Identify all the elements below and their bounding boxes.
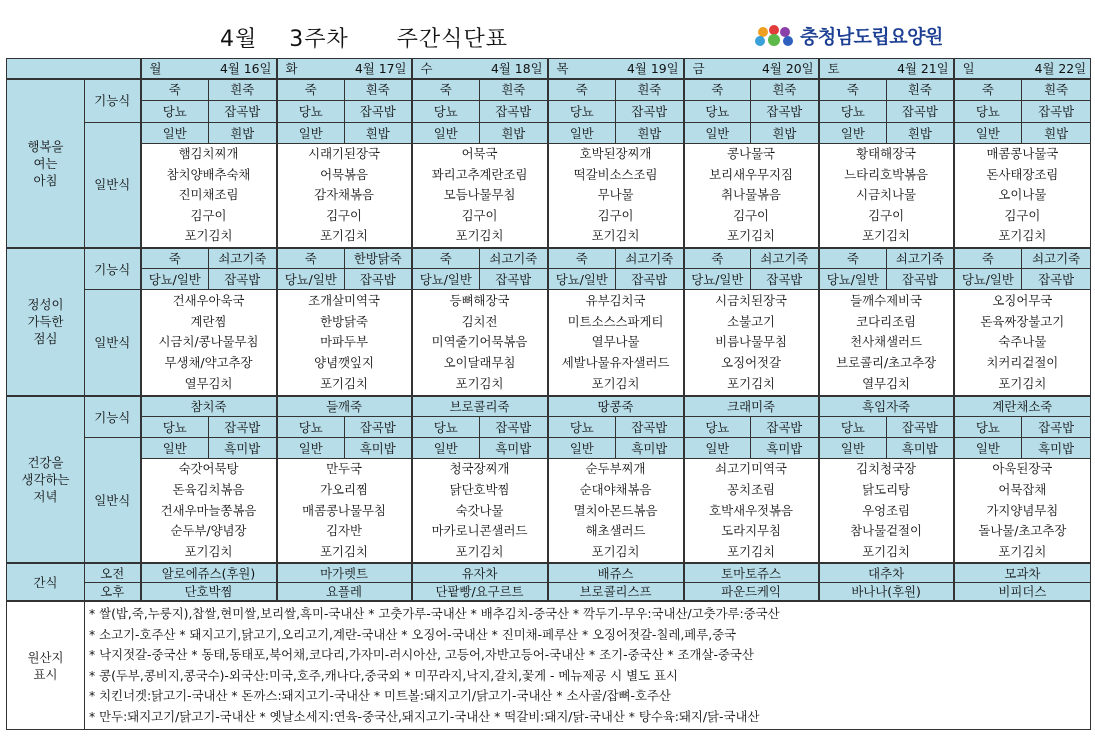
day-header (412, 59, 548, 79)
origin-line: * 만두:돼지고기/닭고기-국내산 * 옛날소세지:연육-중국산,돼지고기-국내산 * 떡갈비:돼지/닭-국내산 * 탕수육:돼지/닭-국내산 (89, 708, 760, 724)
day-header (141, 59, 277, 79)
menu-option-cell: 잡곡밥 (751, 269, 819, 290)
menu-item: 시금치된장국 (715, 293, 787, 309)
porridge-cell: 계란채소죽 (954, 396, 1091, 417)
menu-option-cell: 잡곡밥 (480, 101, 548, 123)
date-label: 4월 21일 (897, 60, 949, 76)
menu-option-cell: 잡곡밥 (887, 101, 954, 123)
menu-item: 감자채볶음 (314, 187, 374, 203)
porridge-cell: 흑임자죽 (819, 396, 954, 417)
menu-option-cell: 당뇨 (548, 417, 616, 438)
menu-item: 포기김치 (320, 228, 368, 244)
menu-option-cell: 잡곡밥 (345, 269, 412, 290)
menu-option-cell: 잡곡밥 (616, 417, 684, 438)
menu-option-cell: 당뇨/일반 (277, 269, 345, 290)
menu-item: 멸치아몬드볶음 (573, 502, 658, 518)
snack-am-cell: 대추차 (819, 563, 954, 582)
menu-option-cell: 당뇨 (412, 417, 480, 438)
menu-item: 청국장찌개 (449, 461, 510, 477)
menu-item: 등뼈해장국 (449, 293, 510, 309)
menu-item: 시금치나물 (856, 187, 917, 203)
menu-option-cell: 당뇨 (684, 417, 751, 438)
menu-item: 취나물볶음 (721, 187, 781, 203)
menu-item: 순두부찌개 (585, 461, 646, 477)
menu-option-cell: 일반 (277, 438, 345, 459)
page-title: 4월 3주차 주간식단표 (220, 27, 508, 52)
snack-am-cell: 모과차 (954, 563, 1091, 582)
weekday-label: 일 (962, 60, 975, 76)
date-label: 4월 16일 (219, 60, 272, 76)
menu-item: 포기김치 (727, 375, 776, 391)
menu-item: 조개살미역국 (308, 293, 380, 309)
menu-option-cell: 죽 (412, 79, 480, 101)
menu-option-cell: 흰밥 (751, 123, 819, 144)
menu-item: 포기김치 (998, 375, 1047, 391)
menu-option-cell: 쇠고기죽 (887, 248, 954, 269)
menu-item: 무생채/약고추장 (164, 355, 253, 371)
menu-item: 포기김치 (998, 228, 1047, 244)
menu-option-cell: 죽 (277, 248, 345, 269)
daily-menu-cell (277, 290, 412, 396)
menu-item: 열무김치 (184, 375, 233, 391)
row-label-gineung: 기능식 (85, 79, 141, 123)
menu-item: 마카로니콘샐러드 (431, 523, 528, 539)
origin-line: * 치킨너겟:닭고기-국내산 * 돈까스:돼지고기-국내산 * 미트볼:돼지고기/닭고기-국내산 * 소사골/잡뼈-호주산 (89, 688, 671, 704)
menu-item: 시금치/콩나물무침 (158, 334, 259, 350)
menu-item: 황태해장국 (856, 146, 917, 161)
menu-item: 돌나물/초고추장 (978, 523, 1067, 539)
menu-option-cell: 잡곡밥 (1022, 269, 1091, 290)
menu-item: 숙갓나물 (455, 502, 504, 518)
menu-option-cell: 흰밥 (209, 123, 277, 144)
menu-item: 오이나물 (998, 187, 1047, 203)
snack-am-cell: 유자차 (412, 563, 548, 582)
menu-item: 콩나물국 (727, 146, 776, 161)
day-header (819, 59, 954, 79)
menu-option-cell: 당뇨/일반 (684, 269, 751, 290)
menu-option-cell: 당뇨/일반 (548, 269, 616, 290)
menu-item: 포기김치 (862, 543, 911, 559)
menu-item: 마파두부 (320, 334, 368, 350)
menu-option-cell: 흰죽 (480, 79, 548, 101)
daily-menu-cell (412, 459, 548, 563)
menu-option-cell: 당뇨 (819, 101, 887, 123)
menu-item: 계란찜 (190, 313, 227, 329)
menu-option-cell: 당뇨/일반 (412, 269, 480, 290)
menu-item: 김구이 (733, 207, 770, 223)
menu-item: 가오리찜 (320, 482, 368, 498)
menu-option-cell: 흑미밥 (751, 438, 819, 459)
snack-pm-cell: 단팥빵/요구르트 (412, 582, 548, 601)
menu-item: 쇠고기미역국 (715, 461, 787, 477)
menu-item: 보리새우무지짐 (709, 166, 793, 182)
menu-option-cell: 잡곡밥 (887, 417, 954, 438)
menu-item: 모듬나물무침 (443, 187, 516, 203)
daily-menu-cell (548, 144, 684, 248)
menu-option-cell: 잡곡밥 (616, 101, 684, 123)
menu-item: 건새우아욱국 (172, 293, 245, 309)
menu-option-cell: 일반 (412, 438, 480, 459)
snack-am-cell: 토마토쥬스 (684, 563, 819, 582)
snack-pm-cell: 바나나(후원) (819, 582, 954, 601)
menu-option-cell: 흰죽 (209, 79, 277, 101)
menu-item: 우엉조림 (862, 502, 911, 518)
weekday-label: 토 (827, 60, 840, 76)
date-label: 4월 22일 (1034, 60, 1087, 76)
corner-cell (7, 59, 141, 79)
menu-option-cell: 당뇨 (954, 101, 1022, 123)
day-header (954, 59, 1091, 79)
menu-option-cell: 흑미밥 (616, 438, 684, 459)
menu-item: 세발나물유자샐러드 (561, 355, 670, 371)
menu-option-cell: 일반 (684, 123, 751, 144)
menu-item: 양념깻잎지 (314, 355, 374, 371)
menu-item: 유부김치국 (585, 293, 646, 309)
daily-menu-cell (954, 144, 1091, 248)
menu-item: 열무김치 (862, 375, 911, 391)
menu-item: 도라지무침 (721, 523, 781, 539)
menu-item: 포기김치 (320, 375, 368, 391)
logo (752, 22, 943, 49)
menu-option-cell: 당뇨 (954, 417, 1022, 438)
menu-option-cell: 흰죽 (1022, 79, 1091, 101)
menu-option-cell: 흰죽 (887, 79, 954, 101)
logo-text: 충청남도립요양원 (800, 26, 943, 48)
menu-item: 코다리조림 (856, 313, 917, 329)
menu-item: 김치전 (461, 313, 498, 329)
menu-item: 햄김치찌개 (178, 146, 239, 161)
menu-item: 돈사태장조림 (986, 166, 1059, 182)
menu-item: 포기김치 (727, 543, 776, 559)
menu-option-cell: 한방닭죽 (345, 248, 412, 269)
menu-item: 포기김치 (727, 228, 776, 244)
menu-option-cell: 잡곡밥 (209, 269, 277, 290)
menu-item: 열무나물 (591, 334, 640, 350)
logo-flower-icon (752, 23, 796, 49)
menu-option-cell: 죽 (548, 248, 616, 269)
daily-menu-cell (819, 144, 954, 248)
row-label-gineung: 기능식 (85, 248, 141, 290)
menu-option-cell: 당뇨 (277, 101, 345, 123)
menu-option-cell: 죽 (412, 248, 480, 269)
section-breakfast: 행복을 여는 아침 (7, 79, 85, 248)
menu-option-cell: 잡곡밥 (887, 269, 954, 290)
menu-item: 가지양념무침 (986, 502, 1059, 518)
porridge-cell: 들깨죽 (277, 396, 412, 417)
menu-item: 포기김치 (998, 543, 1047, 559)
menu-item: 포기김치 (591, 375, 640, 391)
menu-option-cell: 잡곡밥 (209, 417, 277, 438)
section-snack: 간식 (7, 563, 85, 601)
menu-option-cell: 잡곡밥 (751, 417, 819, 438)
menu-option-cell: 당뇨 (277, 417, 345, 438)
menu-item: 포기김치 (455, 375, 504, 391)
snack-pm-cell: 브로콜리스프 (548, 582, 684, 601)
menu-item: 아욱된장국 (992, 461, 1053, 477)
menu-item: 호박된장찌개 (579, 146, 652, 161)
menu-option-cell: 일반 (141, 123, 209, 144)
menu-option-cell: 흰죽 (751, 79, 819, 101)
menu-option-cell: 죽 (954, 248, 1022, 269)
menu-option-cell: 일반 (954, 438, 1022, 459)
menu-option-cell: 일반 (819, 123, 887, 144)
menu-item: 어묵잡채 (998, 482, 1047, 498)
menu-option-cell: 당뇨 (548, 101, 616, 123)
daily-menu-cell (954, 290, 1091, 396)
section-lunch: 정성이 가득한 점심 (7, 248, 85, 396)
date-label: 4월 20일 (762, 60, 814, 76)
menu-item: 매콤콩나물국 (986, 146, 1059, 161)
menu-option-cell: 일반 (277, 123, 345, 144)
weekday-label: 월 (149, 60, 162, 76)
menu-option-cell: 죽 (141, 79, 209, 101)
menu-item: 순두부/양념장 (170, 523, 247, 539)
menu-option-cell: 쇠고기죽 (209, 248, 277, 269)
date-label: 4월 18일 (491, 60, 543, 76)
menu-item: 꽁치조림 (727, 482, 776, 498)
menu-item: 미트소스스파게티 (567, 313, 664, 329)
menu-item: 어묵볶음 (320, 166, 368, 182)
daily-menu-cell (548, 459, 684, 563)
menu-option-cell: 흑미밥 (209, 438, 277, 459)
menu-option-cell: 쇠고기죽 (751, 248, 819, 269)
menu-item: 포기김치 (862, 228, 911, 244)
origin-line: * 소고기-호주산 * 돼지고기,닭고기,오리고기,계란-국내산 * 오징어-국내산 * 진미채-페루산 * 오징어젓갈-칠레,페루,중국 (89, 626, 737, 642)
row-label-am: 오전 (85, 563, 141, 582)
menu-option-cell: 흰밥 (616, 123, 684, 144)
daily-menu-cell (141, 144, 277, 248)
daily-menu-cell (819, 290, 954, 396)
menu-item: 김구이 (190, 207, 227, 223)
menu-option-cell: 죽 (141, 248, 209, 269)
menu-item: 매콤콩나물무침 (302, 502, 386, 518)
snack-pm-cell: 요플레 (277, 582, 412, 601)
menu-item: 김자반 (326, 523, 362, 539)
menu-item: 김치청국장 (856, 461, 917, 477)
menu-item: 들깨수제비국 (850, 293, 922, 309)
weekly-menu-table (6, 58, 1091, 730)
menu-item: 김구이 (1004, 207, 1041, 223)
menu-item: 포기김치 (320, 543, 368, 559)
menu-item: 포기김치 (184, 543, 233, 559)
daily-menu-cell (684, 290, 819, 396)
menu-option-cell: 흰밥 (480, 123, 548, 144)
row-label-gineung: 기능식 (85, 396, 141, 438)
menu-item: 오이달래무침 (443, 355, 516, 371)
menu-item: 김구이 (868, 207, 905, 223)
daily-menu-cell (141, 459, 277, 563)
menu-item: 만두국 (326, 461, 362, 477)
menu-option-cell: 죽 (819, 79, 887, 101)
menu-option-cell: 일반 (954, 123, 1022, 144)
snack-pm-cell: 파운드케익 (684, 582, 819, 601)
menu-option-cell: 흰밥 (887, 123, 954, 144)
date-label: 4월 17일 (355, 60, 407, 76)
menu-item: 오징어젓갈 (721, 355, 781, 371)
menu-option-cell: 잡곡밥 (345, 101, 412, 123)
daily-menu-cell (954, 459, 1091, 563)
origin-info (85, 601, 1091, 729)
weekday-label: 목 (556, 60, 569, 76)
menu-item: 포기김치 (455, 543, 504, 559)
menu-option-cell: 일반 (819, 438, 887, 459)
menu-item: 숙주나물 (998, 334, 1047, 350)
weekday-label: 금 (692, 60, 705, 76)
menu-option-cell: 흰죽 (345, 79, 412, 101)
menu-item: 꽈리고추계란조림 (431, 166, 528, 182)
menu-item: 닭단호박찜 (449, 482, 510, 498)
menu-item: 해초샐러드 (585, 523, 646, 539)
menu-item: 떡갈비소스조림 (573, 166, 658, 182)
menu-item: 오징어무국 (992, 293, 1053, 309)
menu-option-cell: 당뇨/일반 (954, 269, 1022, 290)
origin-line: * 쌀(밥,죽,누룽지),찹쌀,현미쌀,보리쌀,흑미-국내산 * 고춧가루-국내산 * 배추김치-중국산 * 깍두기-무우:국내산/고춧가루:중국산 (89, 606, 780, 622)
menu-option-cell: 쇠고기죽 (480, 248, 548, 269)
snack-pm-cell: 단호박찜 (141, 582, 277, 601)
menu-option-cell: 잡곡밥 (345, 417, 412, 438)
menu-option-cell: 죽 (954, 79, 1022, 101)
menu-item: 한방닭죽 (320, 313, 368, 329)
daily-menu-cell (277, 144, 412, 248)
menu-option-cell: 잡곡밥 (1022, 101, 1091, 123)
menu-option-cell: 죽 (819, 248, 887, 269)
menu-option-cell: 죽 (277, 79, 345, 101)
menu-item: 소불고기 (727, 313, 776, 329)
menu-item: 건새우마늘쫑볶음 (160, 502, 257, 518)
menu-item: 김구이 (326, 207, 362, 223)
menu-option-cell: 잡곡밥 (480, 269, 548, 290)
menu-option-cell: 쇠고기죽 (616, 248, 684, 269)
menu-item: 천사채샐러드 (850, 334, 922, 350)
daily-menu-cell (684, 459, 819, 563)
menu-option-cell: 흑미밥 (345, 438, 412, 459)
menu-item: 돈육김치볶음 (172, 482, 245, 498)
menu-option-cell: 일반 (684, 438, 751, 459)
menu-item: 포기김치 (591, 228, 640, 244)
menu-item: 순대야채볶음 (579, 482, 652, 498)
origin-line: * 낙지젓갈-중국산 * 동태,동태포,북어채,코다리,가자미-러시아산, 고등어,자반고등어-국내산 * 조기-중국산 * 조개살-중국산 (89, 647, 754, 663)
menu-option-cell: 당뇨/일반 (819, 269, 887, 290)
menu-item: 포기김치 (591, 543, 640, 559)
menu-option-cell: 흰밥 (345, 123, 412, 144)
origin-line: * 콩(두부,콩비지,콩국수)-외국산:미국,호주,캐나다,중국외 * 미꾸라지,낙지,갈치,꽃게 - 메뉴제공 시 별도 표시 (89, 667, 678, 683)
snack-am-cell: 알로에쥬스(후원) (141, 563, 277, 582)
porridge-cell: 땅콩죽 (548, 396, 684, 417)
snack-am-cell: 마가렛트 (277, 563, 412, 582)
menu-option-cell: 흑미밥 (480, 438, 548, 459)
porridge-cell: 크래미죽 (684, 396, 819, 417)
menu-option-cell: 일반 (412, 123, 480, 144)
menu-option-cell: 흑미밥 (887, 438, 954, 459)
menu-item: 참치양배추숙채 (166, 166, 251, 182)
menu-option-cell: 흰죽 (616, 79, 684, 101)
day-header (277, 59, 412, 79)
menu-option-cell: 흑미밥 (1022, 438, 1091, 459)
day-header (548, 59, 684, 79)
porridge-cell: 브로콜리죽 (412, 396, 548, 417)
weekday-label: 화 (285, 60, 298, 76)
menu-item: 김구이 (597, 207, 634, 223)
menu-item: 어묵국 (461, 146, 498, 161)
menu-item: 포기김치 (184, 228, 233, 244)
daily-menu-cell (412, 290, 548, 396)
section-origin: 원산지 표시 (7, 601, 85, 729)
menu-item: 무나물 (597, 187, 634, 203)
porridge-cell: 참치죽 (141, 396, 277, 417)
menu-option-cell: 잡곡밥 (1022, 417, 1091, 438)
menu-item: 치커리겉절이 (986, 355, 1059, 371)
menu-option-cell: 당뇨/일반 (141, 269, 209, 290)
daily-menu-cell (684, 144, 819, 248)
section-dinner: 건강을 생각하는 저녁 (7, 396, 85, 563)
menu-item: 김구이 (461, 207, 498, 223)
menu-option-cell: 죽 (548, 79, 616, 101)
menu-option-cell: 일반 (141, 438, 209, 459)
snack-pm-cell: 비피더스 (954, 582, 1091, 601)
menu-option-cell: 흰밥 (1022, 123, 1091, 144)
menu-item: 미역줄기어묵볶음 (431, 334, 528, 350)
menu-item: 진미채조림 (178, 187, 239, 203)
menu-option-cell: 일반 (548, 438, 616, 459)
menu-option-cell: 죽 (684, 79, 751, 101)
menu-option-cell: 잡곡밥 (209, 101, 277, 123)
menu-item: 포기김치 (455, 228, 504, 244)
menu-option-cell: 당뇨 (684, 101, 751, 123)
header (0, 0, 1095, 56)
row-label-ilban: 일반식 (85, 438, 141, 563)
weekday-label: 수 (420, 60, 433, 76)
menu-item: 브로콜리/초고추장 (836, 355, 937, 371)
menu-item: 돈육짜장불고기 (980, 313, 1065, 329)
row-label-ilban: 일반식 (85, 123, 141, 248)
menu-option-cell: 죽 (684, 248, 751, 269)
menu-item: 닭도리탕 (862, 482, 911, 498)
daily-menu-cell (548, 290, 684, 396)
menu-option-cell: 쇠고기죽 (1022, 248, 1091, 269)
menu-item: 시래기된장국 (308, 146, 380, 161)
menu-option-cell: 당뇨 (141, 417, 209, 438)
menu-option-cell: 잡곡밥 (616, 269, 684, 290)
daily-menu-cell (277, 459, 412, 563)
menu-option-cell: 잡곡밥 (751, 101, 819, 123)
snack-am-cell: 배쥬스 (548, 563, 684, 582)
menu-option-cell: 당뇨 (141, 101, 209, 123)
daily-menu-cell (412, 144, 548, 248)
menu-item: 참나물겉절이 (850, 523, 922, 539)
menu-item: 비름나물무침 (715, 334, 787, 350)
menu-option-cell: 당뇨 (412, 101, 480, 123)
row-label-ilban: 일반식 (85, 290, 141, 396)
menu-option-cell: 일반 (548, 123, 616, 144)
row-label-pm: 오후 (85, 582, 141, 601)
menu-item: 호박새우젓볶음 (709, 502, 793, 518)
date-label: 4월 19일 (627, 60, 679, 76)
daily-menu-cell (819, 459, 954, 563)
daily-menu-cell (141, 290, 277, 396)
menu-option-cell: 당뇨 (819, 417, 887, 438)
menu-option-cell: 잡곡밥 (480, 417, 548, 438)
day-header (684, 59, 819, 79)
menu-item: 숙갓어묵탕 (178, 461, 239, 477)
menu-item: 느타리호박볶음 (844, 166, 928, 182)
